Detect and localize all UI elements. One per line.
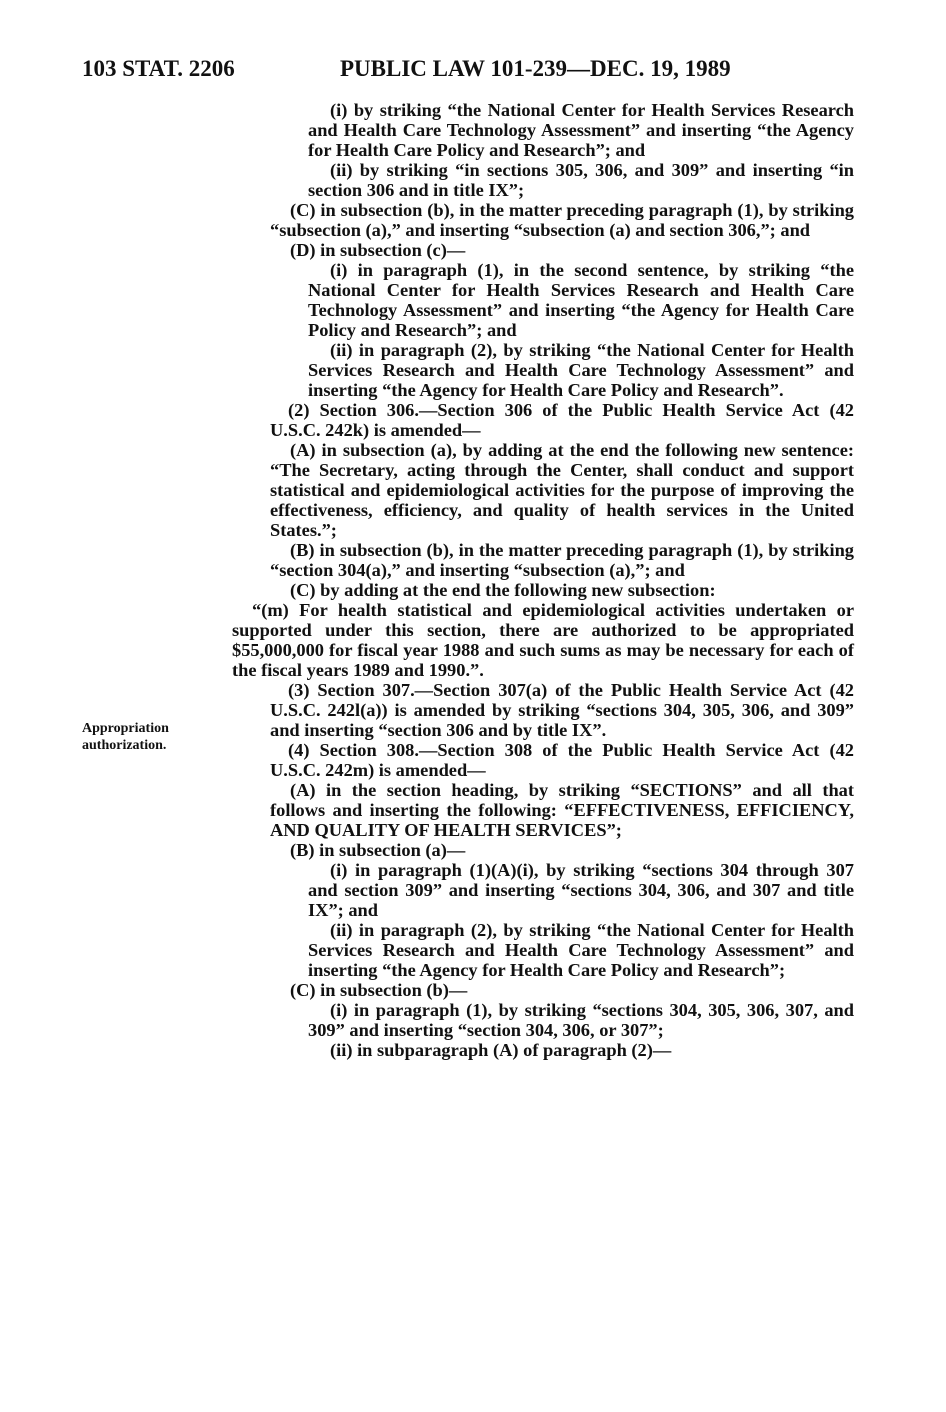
paragraph: (i) in paragraph (1), in the second sentence, by striking “the National Center for Health Services Research and Health Care Technology Assessment” and inserting “the Agency for Health Care Policy and Research”; and — [308, 260, 854, 340]
paragraph: (A) in the section heading, by striking “SECTIONS” and all that follows and inserting the following: “EFFECTIVENESS, EFFICIENCY, AND QUALITY OF HEALTH SERVICES”; — [270, 780, 854, 840]
paragraph: (i) in paragraph (1), by striking “sections 304, 305, 306, 307, and 309” and inserting “section 304, 306, or 307”; — [308, 1000, 854, 1040]
paragraph: (C) in subsection (b), in the matter preceding paragraph (1), by striking “subsection (a),” and inserting “subsection (a) and section 306,”; and — [270, 200, 854, 240]
paragraph: “(m) For health statistical and epidemiological activities undertaken or supported under this section, there are authorized to be appropriated $55,000,000 for fiscal year 1988 and such sums as may be necessary for each of the fiscal years 1989 and 1990.”. — [232, 600, 854, 680]
margin-note-appropriation: Appropriation authorization. — [82, 721, 169, 753]
page-stat-citation: 103 STAT. 2206 — [82, 56, 235, 81]
paragraph: (C) by adding at the end the following new subsection: — [290, 580, 716, 600]
document-body — [232, 100, 854, 1060]
paragraph: (i) in paragraph (1)(A)(i), by striking “sections 304 through 307 and section 309” and inserting “sections 304, 306, and 307 and title IX”; and — [308, 860, 854, 920]
paragraph: (C) in subsection (b)— — [290, 980, 468, 1000]
paragraph: (4) Section 308.—Section 308 of the Public Health Service Act (42 U.S.C. 242m) is amended— — [270, 740, 854, 780]
paragraph: (3) Section 307.—Section 307(a) of the Public Health Service Act (42 U.S.C. 242l(a)) is amended by striking “sections 304, 305, 306, and 309” and inserting “section 306 and by title IX”. — [270, 680, 854, 740]
paragraph: (B) in subsection (a)— — [290, 840, 466, 860]
paragraph: (ii) in paragraph (2), by striking “the National Center for Health Services Research and Health Care Technology Assessment” and inserting “the Agency for Health Care Policy and Research”; — [308, 920, 854, 980]
paragraph: (D) in subsection (c)— — [290, 240, 466, 260]
paragraph: (ii) by striking “in sections 305, 306, and 309” and inserting “in section 306 and in title IX”; — [308, 160, 854, 200]
paragraph: (B) in subsection (b), in the matter preceding paragraph (1), by striking “section 304(a),” and inserting “subsection (a),”; and — [270, 540, 854, 580]
page-running-title: PUBLIC LAW 101-239—DEC. 19, 1989 — [340, 56, 731, 81]
paragraph: (A) in subsection (a), by adding at the end the following new sentence: “The Secretary, acting through the Center, shall conduct and support statistical and epidemiological activities for the purpose of improving the effectiveness, efficiency, and quality of health services in the United States.”; — [270, 440, 854, 540]
paragraph: (ii) in paragraph (2), by striking “the National Center for Health Services Research and Health Care Technology Assessment” and inserting “the Agency for Health Care Policy and Research”. — [308, 340, 854, 400]
paragraph: (i) by striking “the National Center for Health Services Research and Health Care Technology Assessment” and inserting “the Agency for Health Care Policy and Research”; and — [308, 100, 854, 160]
paragraph: (2) Section 306.—Section 306 of the Public Health Service Act (42 U.S.C. 242k) is amended— — [270, 400, 854, 440]
paragraph: (ii) in subparagraph (A) of paragraph (2)— — [330, 1040, 672, 1060]
